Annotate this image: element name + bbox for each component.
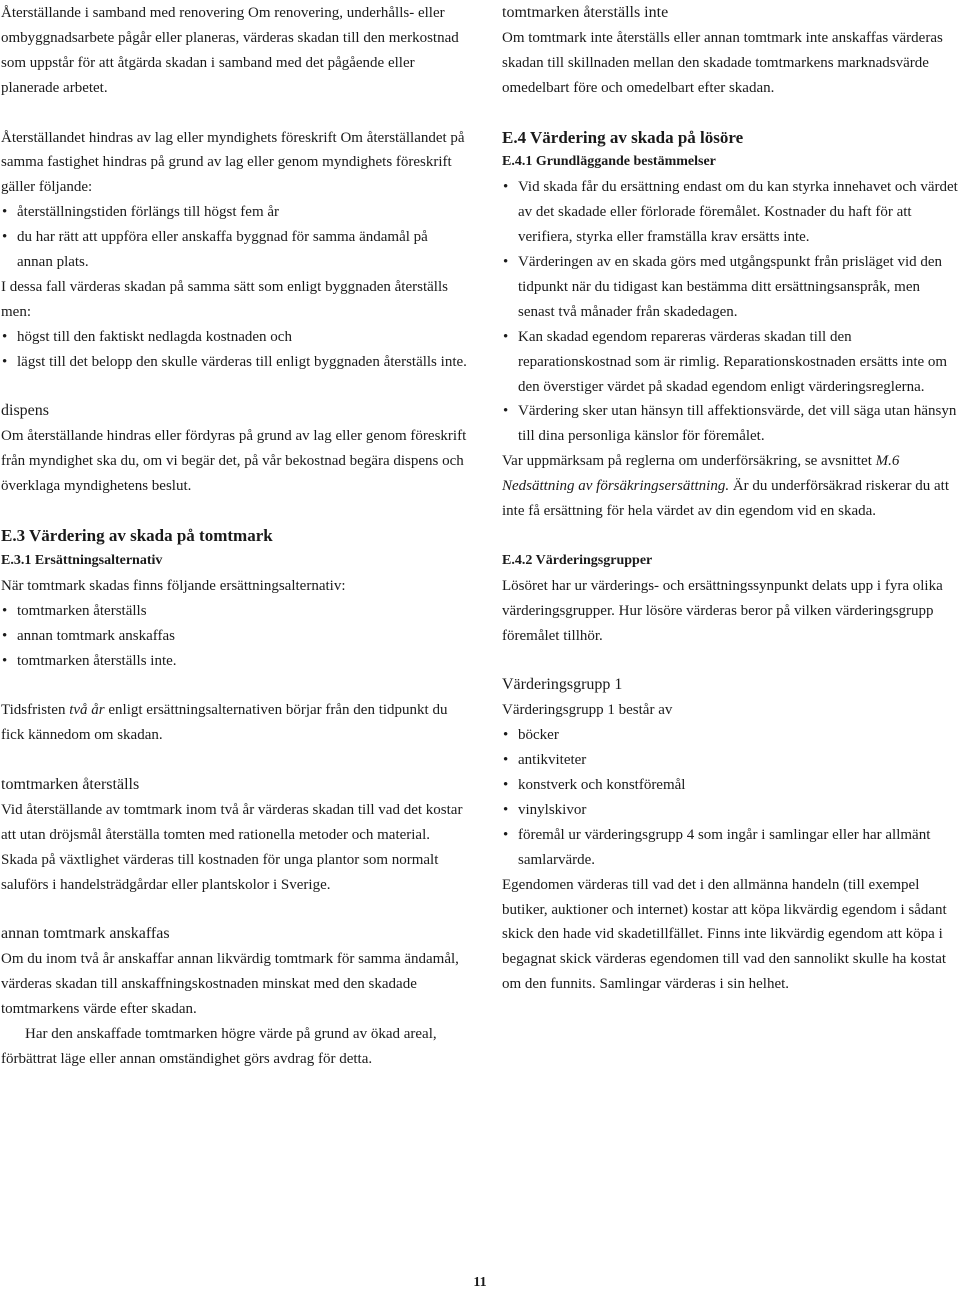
page-number: 11 [473,1275,487,1290]
right-column [502,1,960,997]
list-item: • tomtmarken återställs [1,599,467,624]
groups-paragraph: Lösöret har ur värderings- och ersättningssynpunkt delats upp i fyra olika värderingsgrupper. Hur lösöre värderas beror på vilken värderingsgrupp föremålet tillhör. [502,577,943,644]
list-item: • Kan skadad egendom repareras värderas skadan till den reparationskostnad som är rimlig. Reparationskostnaden ersätts inte om den överstiger värdet på skadad egendom enligt värderingsreglerna. [502,325,960,400]
basic-rules-bullet-list [502,175,960,449]
group1-intro: Värderingsgrupp 1 består av [502,702,673,719]
acquired-heading: annan tomtmark anskaffas [1,925,170,943]
alternatives-bullet-list [1,599,467,674]
renovation-paragraph: Återställande i samband med renovering Om renovering, underhålls- eller ombyggnadsarbete pågår eller planeras, värderas skadan till den merkostnad som uppstår för att åtgärda skadan i samband med det pågående eller planerade arbetet. [1,5,459,96]
dispens-heading: dispens [1,402,49,420]
list-item: • högst till den faktiskt nedlagda kostnaden och [1,325,467,350]
acquired-deduction-paragraph: Har den anskaffade tomtmarken högre värde på grund av ökad areal, förbättrat läge eller annan omständighet görs avdrag för detta. [1,1026,437,1067]
section-reference: M.6 Nedsättning av försäkringsersättning. [502,453,900,495]
list-item: • lägst till det belopp den skulle värderas till enligt byggnaden återställs inte. [1,350,467,375]
not-restored-paragraph: Om tomtmark inte återställs eller annan tomtmark inte anskaffas värderas skadan till skillnaden mellan den skadade tomtmarkens marknadsvärde omedelbart före och omedelbart efter skadan. [502,29,943,96]
list-item: • tomtmarken återställs inte. [1,649,467,674]
deadline-paragraph: Tidsfristen två år enligt ersättningsalternativen börjar från den tidpunkt du fick kännedom om skadan. [1,702,448,744]
list-item: • böcker [502,723,960,748]
subsection-heading-e31: E.3.1 Ersättningsalternativ [1,552,163,568]
list-item: • återställningstiden förlängs till högst fem år [1,200,467,225]
acquired-paragraph: Om du inom två år anskaffar annan likvärdig tomtmark för samma ändamål, värderas skadan till anskaffningskostnaden minskat med den skadade tomtmarkens värde efter skadan. [1,951,459,1018]
list-item: • annan tomtmark anskaffas [1,624,467,649]
list-item: • Värderingen av en skada görs med utgångspunkt från prisläget vid den tidpunkt när du tidigast kan bestämma ditt ersättningsanspråk, men senast två månader från skadedagen. [502,250,960,325]
list-item: • vinylskivor [502,798,960,823]
group1-bullet-list [502,723,960,872]
list-item: • konstverk och konstföremål [502,773,960,798]
valuation-bullet-list [1,325,467,375]
alternatives-paragraph: När tomtmark skadas finns följande ersättningsalternativ: [1,577,346,594]
restored-heading: tomtmarken återställs [1,776,140,794]
list-item: • Vid skada får du ersättning endast om du kan styrka innehavet och värdet av det skadade eller förlorade föremålet. Kostnader du haft för att verifiera, styrka eller framställa krav ersätts inte. [502,175,960,250]
hindered-bullet-list [1,200,467,275]
restored-paragraph: Vid återställande av tomtmark inom två år värderas skadan till vad det kostar att utan dröjsmål återställa tomten med rationella metoder och material. Skada på växtlighet värderas till kostnaden för unga plantor som normalt saluförs i handelsträdgårdar eller plantskolor i Sverige. [1,801,463,893]
not-restored-heading: tomtmarken återställs inte [502,4,669,21]
dispens-paragraph: Om återställande hindras eller fördyras på grund av lag eller genom föreskrift från myndighet ska du, om vi begär det, på vår bekostnad begära dispens och överklaga myndighetens beslut. [1,428,467,495]
section-heading-e4: E.4 Värdering av skada på lösöre [502,127,744,147]
group1-valuation-paragraph: Egendomen värderas till vad det i den allmänna handeln (till exempel butiker, auktioner och internet) kostar att köpa likvärdig egendom i sådant skick den hade vid skadetillfället. Finns inte likvärdig egendom att köpa i begagnat skick värderas egendomen till vad den sannolikt skulle ha kostat om den funnits. Samlingar värderas i sin helhet. [502,876,947,993]
valuation-paragraph: I dessa fall värderas skadan på samma sätt som enligt byggnaden återställs men: [1,278,448,320]
hindered-paragraph: Återställandet hindras av lag eller myndighets föreskrift Om återställandet på samma fastighet hindras på grund av lag eller genom myndighets föreskrift gäller följande: [1,129,465,196]
list-item: • Värdering sker utan hänsyn till affektionsvärde, det vill säga utan hänsyn till dina personliga känslor för föremålet. [502,399,960,449]
subsection-heading-e41: E.4.1 Grundläggande bestämmelser [502,154,716,170]
left-column [1,1,467,1072]
list-item: • föremål ur värderingsgrupp 4 som ingår i samlingar eller har allmänt samlarvärde. [502,823,960,873]
underinsurance-paragraph: Var uppmärksam på reglerna om underförsäkring, se avsnittet M.6 Nedsättning av försäkringsersättning. Är du underförsäkrad riskerar du att inte få ersättning för hela värdet av din egendom vid en skada. [502,453,950,520]
deadline-emphasis: två år [69,702,105,719]
list-item: • du har rätt att uppföra eller anskaffa byggnad för samma ändamål på annan plats. [1,225,467,275]
group1-heading: Värderingsgrupp 1 [502,676,623,694]
section-heading-e3: E.3 Värdering av skada på tomtmark [1,525,273,545]
subsection-heading-e42: E.4.2 Värderingsgrupper [502,552,653,568]
list-item: • antikviteter [502,748,960,773]
